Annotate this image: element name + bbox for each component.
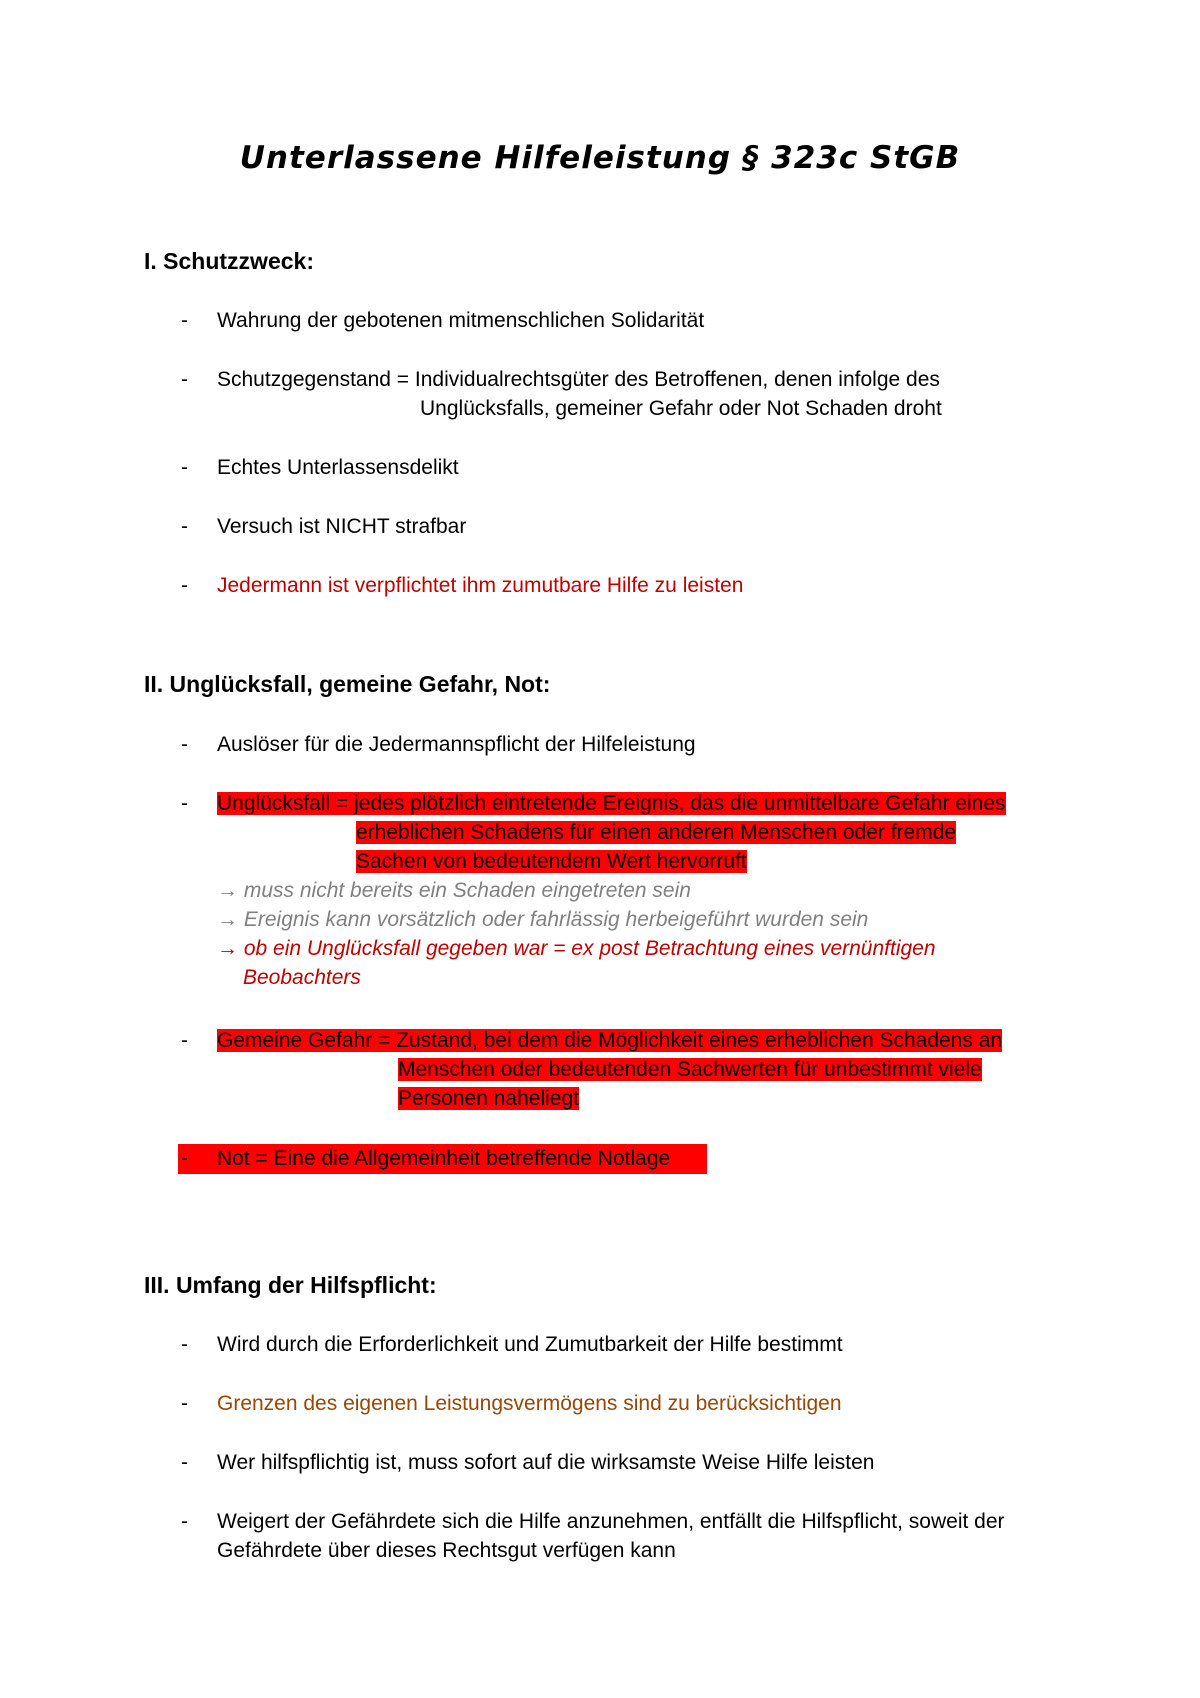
- highlighted-text: erheblichen Schadens für einen anderen Menschen oder fremde: [356, 821, 957, 844]
- list-item-continuation: Unglücksfalls, gemeiner Gefahr oder Not Schaden droht: [420, 397, 942, 420]
- bullet: -: [181, 792, 188, 815]
- highlighted-text: Personen naheliegt: [398, 1087, 579, 1110]
- highlighted-text: Menschen oder bedeutenden Sachwerten für unbestimmt viele: [398, 1058, 982, 1081]
- list-item: Schutzgegenstand = Individualrechtsgüter des Betroffenen, denen infolge des: [217, 368, 940, 391]
- list-item-emphasis: Grenzen des eigenen Leistungsvermögens sind zu berücksichtigen: [217, 1392, 842, 1415]
- list-item: Wird durch die Erforderlichkeit und Zumutbarkeit der Hilfe bestimmt: [217, 1333, 843, 1356]
- section-heading-schutzzweck: I. Schutzzweck:: [144, 248, 314, 274]
- bullet: -: [181, 733, 188, 756]
- bullet: -: [181, 1510, 188, 1533]
- highlighted-text: Unglücksfall = jedes plötzlich eintretende Ereignis, das die unmittelbare Gefahr eines: [217, 792, 1006, 815]
- list-item: Weigert der Gefährdete sich die Hilfe anzunehmen, entfällt die Hilfspflicht, soweit der: [217, 1510, 1005, 1533]
- bullet: -: [181, 456, 188, 479]
- section-heading-umfang: III. Umfang der Hilfspflicht:: [144, 1272, 437, 1298]
- bullet: -: [181, 1147, 188, 1170]
- list-item-continuation: Gefährdete über dieses Rechtsgut verfügen kann: [217, 1539, 676, 1562]
- bullet: -: [181, 309, 188, 332]
- arrow-right-icon: →: [217, 908, 238, 931]
- definition-continuation: [356, 848, 747, 876]
- definition-not: Not = Eine die Allgemeinheit betreffende Notlage: [217, 1147, 671, 1170]
- arrow-right-icon: →: [217, 879, 238, 902]
- highlighted-text: Gemeine Gefahr = Zustand, bei dem die Möglichkeit eines erheblichen Schadens an: [217, 1029, 1003, 1052]
- note-line: → muss nicht bereits ein Schaden eingetreten sein: [217, 879, 691, 902]
- note-line-emphasis: → ob ein Unglücksfall gegeben war = ex post Betrachtung eines vernünftigen: [217, 937, 936, 960]
- bullet: -: [181, 1029, 188, 1052]
- list-item: Auslöser für die Jedermannspflicht der Hilfeleistung: [217, 733, 696, 756]
- highlighted-text: Sachen von bedeutendem Wert hervorruft: [356, 850, 747, 873]
- arrow-right-icon: →: [217, 937, 238, 960]
- definition-ungluecksfall: [217, 790, 1006, 818]
- note-line-continuation: Beobachters: [243, 966, 361, 989]
- note-line: → Ereignis kann vorsätzlich oder fahrlässig herbeigeführt wurden sein: [217, 908, 869, 931]
- bullet: -: [181, 368, 188, 391]
- bullet: -: [181, 515, 188, 538]
- bullet: -: [181, 1451, 188, 1474]
- section-heading-ungluecksfall: II. Unglücksfall, gemeine Gefahr, Not:: [144, 671, 551, 697]
- bullet: -: [181, 574, 188, 597]
- bullet: -: [181, 1392, 188, 1415]
- list-item-emphasis: Jedermann ist verpflichtet ihm zumutbare Hilfe zu leisten: [217, 574, 744, 597]
- page-title: Unterlassene Hilfeleistung § 323c StGB: [239, 140, 961, 176]
- definition-continuation: [398, 1056, 982, 1084]
- bullet: -: [181, 1333, 188, 1356]
- definition-continuation: [356, 819, 956, 847]
- definition-gemeine-gefahr: [217, 1027, 1002, 1055]
- definition-continuation: [398, 1085, 579, 1113]
- list-item: Echtes Unterlassensdelikt: [217, 456, 459, 479]
- list-item: Wer hilfspflichtig ist, muss sofort auf die wirksamste Weise Hilfe leisten: [217, 1451, 875, 1474]
- list-item: Versuch ist NICHT strafbar: [217, 515, 467, 538]
- list-item: Wahrung der gebotenen mitmenschlichen Solidarität: [217, 309, 705, 332]
